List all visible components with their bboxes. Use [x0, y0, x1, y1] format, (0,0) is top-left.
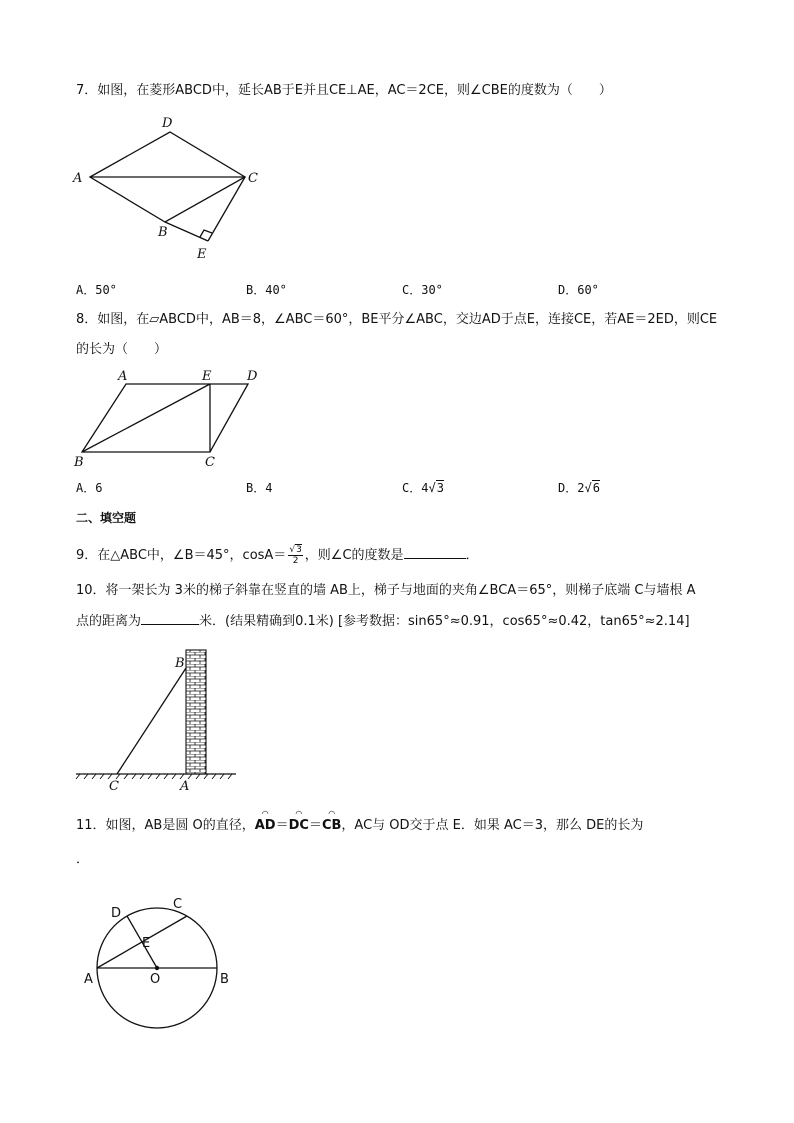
q10-label-b: B — [175, 656, 185, 671]
q7-text: 7．如图，在菱形ABCD中，延长AB于E并且CE⊥AE，AC＝2CE，则∠CBE的度数为（ ） — [76, 83, 612, 98]
q7-option-a: A．50° — [76, 283, 117, 297]
q11-label-c: C — [173, 897, 183, 912]
q8-label-e: E — [202, 369, 212, 384]
section-title: 二、填空题 — [76, 511, 137, 525]
q7-option-d: D．60° — [558, 283, 599, 297]
q8-option-d-prefix: D．2 — [558, 481, 585, 495]
q11-label-a: A — [84, 972, 93, 987]
q11-arc-cb — [321, 809, 342, 835]
q8-label-d: D — [247, 369, 258, 384]
q8-option-d: D．2√6 — [558, 481, 600, 495]
q10-text-line2 — [76, 612, 690, 631]
q9-text-part1: 9．在△ABC中，∠B＝45°，cosA＝ — [76, 548, 287, 563]
q11-arc-dc — [288, 809, 309, 835]
q11-label-b: B — [220, 972, 229, 987]
arc-symbol-icon: ◠ — [295, 809, 302, 818]
q11-eq2: ＝ — [308, 818, 322, 833]
q10-label-c: C — [109, 779, 119, 794]
q10-brick-wall — [186, 650, 206, 774]
q9-text — [76, 545, 479, 566]
q10-text-line1: 10．将一架长为 3米的梯子斜靠在竖直的墙 AB上，梯子与地面的夹角∠BCA＝65°，则梯子底端 C与墙根 A — [76, 583, 696, 598]
q11-arc-dc-label: DC — [288, 818, 309, 833]
q9-text-part2: ，则∠C的度数是 — [304, 548, 404, 563]
q8-option-a: A．6 — [76, 481, 103, 495]
q7-label-c: C — [248, 171, 258, 186]
q7-rhombus-figure — [70, 112, 270, 262]
q11-arc-ad — [254, 809, 276, 835]
arc-symbol-icon: ◠ — [262, 809, 269, 818]
q7-label-d: D — [162, 116, 173, 131]
q11-text-part2: ，AC与 OD交于点 E．如果 AC＝3，那么 DE的长为 — [341, 818, 644, 833]
q11-text-part1: 11．如图，AB是圆 O的直径， — [76, 818, 255, 833]
q7-segment-be — [165, 222, 208, 241]
q11-center-point — [155, 966, 159, 970]
q10-text-line2-part2: 米．(结果精确到0.1米) [参考数据：sin65°≈0.91，cos65°≈0.42，tan65°≈2.14] — [199, 614, 690, 629]
q9-frac-numerator: 3 — [296, 545, 302, 555]
q8-segment-be — [82, 384, 210, 452]
q8-parallelogram-figure — [70, 366, 270, 474]
q11-arc-ad-label: AD — [254, 818, 276, 833]
q8-option-d-radicand: 6 — [592, 481, 600, 495]
q11-arc-cb-label: CB — [321, 818, 342, 833]
q8-option-c-radicand: 3 — [436, 481, 444, 495]
q8-label-c: C — [205, 455, 215, 470]
q10-ladder — [117, 668, 186, 774]
q8-text-line2: 的长为（ ） — [76, 342, 168, 357]
q10-answer-blank — [141, 612, 199, 625]
q9-fraction: $\frac{√3}{2}$ — [289, 545, 302, 566]
q10-label-a: A — [180, 779, 190, 794]
q8-label-a: A — [118, 369, 128, 384]
q7-option-c: C．30° — [402, 283, 443, 297]
q11-text-line2: ． — [76, 852, 90, 867]
q9-text-end: ． — [465, 548, 479, 563]
q10-ground-hatching — [76, 774, 232, 779]
q7-segment-ce — [208, 177, 245, 241]
arc-symbol-icon: ◠ — [328, 809, 335, 818]
q11-text — [76, 809, 644, 835]
q10-ladder-figure — [72, 646, 242, 796]
q7-label-b: B — [158, 225, 168, 240]
q9-answer-blank — [404, 546, 466, 559]
q8-option-c-prefix: C．4 — [402, 481, 429, 495]
q7-label-a: A — [73, 171, 83, 186]
q11-label-e: E — [142, 936, 151, 951]
q8-label-b: B — [74, 455, 84, 470]
q11-label-d: D — [111, 906, 122, 921]
q7-label-e: E — [197, 247, 207, 262]
q8-option-b: B．4 — [246, 481, 273, 495]
q8-parallelogram — [82, 384, 248, 452]
q11-label-o: O — [150, 972, 161, 987]
q8-option-c: C．4√3 — [402, 481, 444, 495]
q11-circle-figure — [80, 892, 240, 1032]
q10-text-line2-part1: 点的距离为 — [76, 614, 142, 629]
q7-option-b: B．40° — [246, 283, 287, 297]
q8-text-line1: 8．如图，在▱ABCD中，AB＝8，∠ABC＝60°，BE平分∠ABC，交边AD于点E，连接CE，若AE＝2ED，则CE — [76, 312, 718, 327]
q9-frac-denominator: 2 — [292, 556, 299, 566]
q11-eq1: ＝ — [275, 818, 289, 833]
